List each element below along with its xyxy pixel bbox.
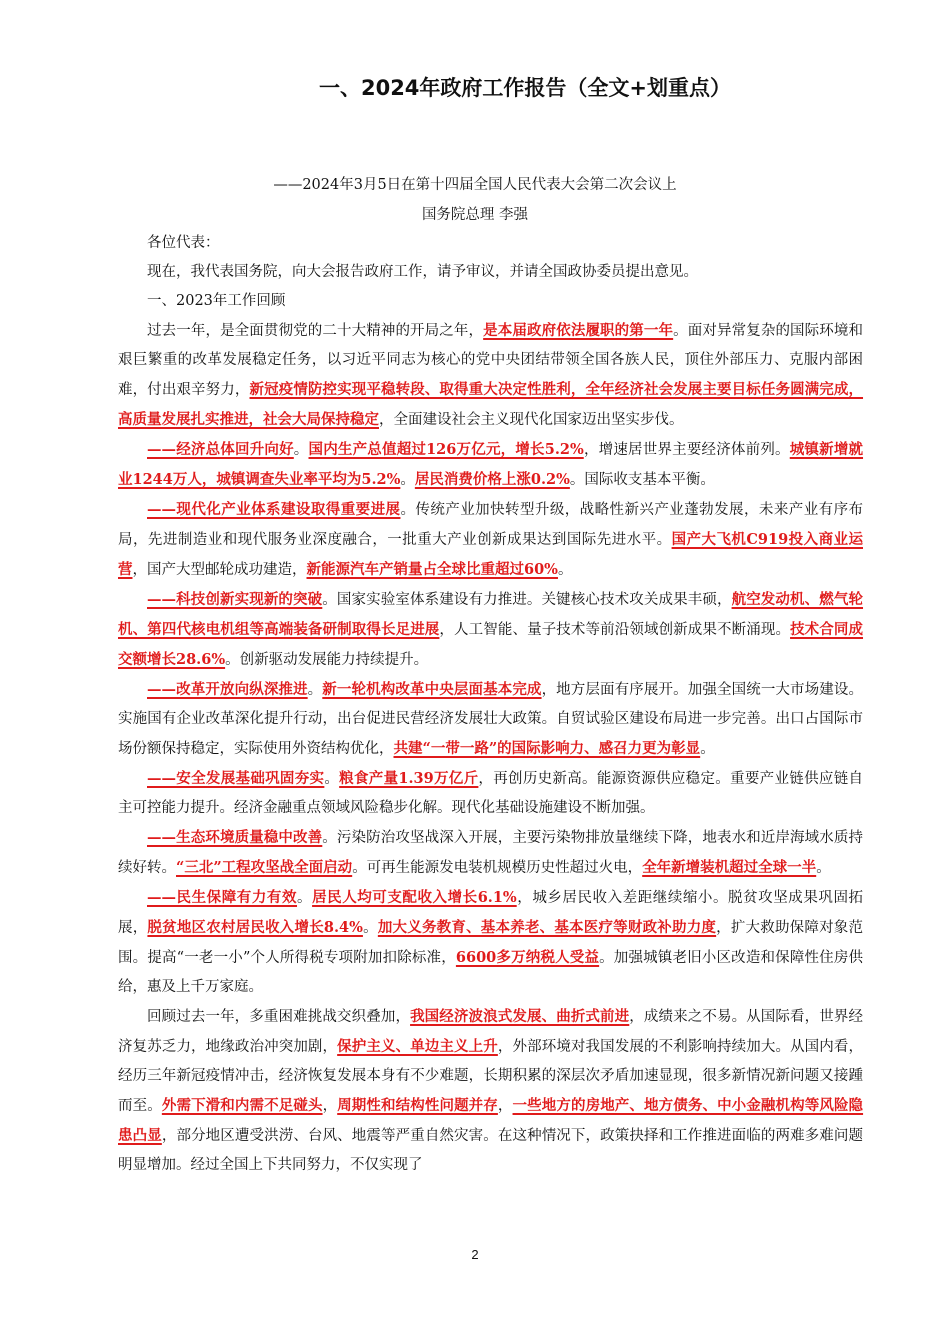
report-paragraph [118,316,863,435]
paragraph-text: 。 [293,442,309,458]
highlighted-key-point: 加大义务教育、基本养老、基本医疗等财政补助力度 [377,919,717,936]
highlighted-key-point: 脱贫地区农村居民收入增长8.4% [147,919,363,936]
page-number: 2 [471,1247,479,1262]
report-body [118,229,863,1180]
highlighted-key-point: 全年新增装机超过全球一半 [642,859,817,876]
highlighted-key-point: 国内生产总值超过126万亿元，增长5.2% [308,441,584,458]
paragraph-text: 。国际收支基本平衡。 [569,472,715,488]
paragraph-text: 。 [362,920,378,936]
highlighted-key-point: 6600多万纳税人受益 [455,949,600,966]
highlighted-key-point: ——安全发展基础巩固夯实 [147,770,325,787]
highlighted-key-point: 技术合同成交额增长28.6% [118,621,864,668]
paragraph-text: ，外部环境对我国发展的不利影响持续加大。从国内看，经历三年新冠疫情冲击，经济恢复发展本身有不少难题，长期积累的深层次矛盾加速显现，很多新情况新问题又接踵而至。 [118,1039,864,1114]
highlighted-key-point: 是本届政府依法履职的第一年 [483,322,674,339]
paragraph-text: 。 [307,682,323,698]
highlighted-key-point: ——改革开放向纵深推进 [147,681,308,698]
paragraph-text: 。可再生能源发电装机规模历史性超过火电， [352,860,643,876]
paragraph-text: ，国产大型邮轮成功建造， [132,562,307,578]
highlighted-key-point: 居民人均可支配收入增长6.1% [312,889,517,906]
paragraph-text: 。 [400,472,415,488]
highlighted-key-point: 航空发动机、燃气轮机、第四代核电机组等高端装备研制取得长足进展 [118,591,864,638]
paragraph-text: ，人工智能、量子技术等前沿领域创新成果不断涌现。 [439,622,791,638]
salutation: 各位代表： [147,235,220,251]
report-paragraph [118,585,863,675]
highlighted-key-point: ——科技创新实现新的突破 [147,591,323,608]
paragraph-text: 。 [324,771,340,787]
paragraph-text: ，全面建设社会主义现代化国家迈出坚实步伐。 [379,412,684,428]
intro-paragraph: 现在，我代表国务院，向大会报告政府工作，请予审议，并请全国政协委员提出意见。 [147,264,698,280]
report-paragraph [118,675,863,764]
paragraph-text: 。加强城镇老旧小区改造和保障性住房供给，惠及上千万家庭。 [118,950,864,995]
highlighted-key-point: “三北”工程攻坚战全面启动 [176,859,353,876]
report-paragraph [118,883,863,1002]
highlighted-key-point: ——经济总体回升向好 [147,441,294,458]
report-paragraph [118,1002,863,1180]
paragraph-text: ，城乡居民收入差距继续缩小。脱贫攻坚成果巩固拓展， [118,890,863,936]
report-paragraphs [118,316,863,1180]
highlighted-key-point: 居民消费价格上涨0.2% [414,471,570,488]
highlighted-key-point: 新冠疫情防控实现平稳转段、取得重大决定性胜利，全年经济社会发展主要目标任务圆满完成，高质量发展扎实推进，社会大局保持稳定 [118,381,864,428]
highlighted-key-point: 国产大飞机C919投入商业运营 [118,531,863,578]
highlighted-key-point: 一些地方的房地产、地方债务、中小金融机构等风险隐患凸显 [118,1097,864,1144]
highlighted-key-point: 共建“一带一路”的国际影响力、感召力更为彰显 [393,740,701,757]
paragraph-text: 过去一年，是全面贯彻党的二十大精神的开局之年， [147,323,484,339]
highlighted-key-point: ——现代化产业体系建设取得重要进展 [147,501,401,518]
paragraph-text: 。 [700,741,715,757]
highlighted-key-point: 新一轮机构改革中央层面基本完成 [322,681,542,698]
paragraph-text: ，部分地区遭受洪涝、台风、地震等严重自然灾害。在这种情况下，政策抉择和工作推进面临的两难多难问题明显增加。经过全国上下共同努力，不仅实现了 [118,1128,864,1173]
section-heading: 一、2023年工作回顾 [147,293,286,309]
paragraph-text: ，扩大救助保障对象范围。提高“一老一小”个人所得税专项附加扣除标准， [118,920,864,966]
paragraph-text: ，成绩来之不易。从国际看，世界经济复苏乏力，地缘政治冲突加剧， [118,1009,863,1055]
paragraph-text: 。创新驱动发展能力持续提升。 [225,652,429,668]
paragraph-text: 。 [816,860,831,876]
paragraph-text: 。国家实验室体系建设有力推进。关键核心技术攻关成果丰硕， [322,592,732,608]
highlighted-key-point: 外需下滑和内需不足碰头 [161,1097,323,1114]
document-title: 一、2024年政府工作报告（全文+划重点） [318,76,732,100]
paragraph-text: ，地方层面有序展开。加强全国统一大市场建设。实施国有企业改革深化提升行动，出台促进民营经济发展壮大政策。自贸试验区建设布局进一步完善。出口占国际市场份额保持稳定，实际使用外资结构优化， [118,682,864,757]
highlighted-key-point: 周期性和结构性问题并存 [337,1097,498,1114]
highlighted-key-point: ——生态环境质量稳中改善 [147,829,323,846]
subtitle-date-venue: ——2024年3月5日在第十四届全国人民代表大会第二次会议上 [273,177,677,193]
paragraph-text: 。 [297,890,313,906]
report-paragraph [118,435,863,495]
paragraph-text: ，再创历史新高。能源资源供应稳定。重要产业链供应链自主可控能力提升。经济金融重点领域风险稳步化解。现代化基础设施建设不断加强。 [118,771,863,816]
highlighted-key-point: 我国经济波浪式发展、曲折式前进 [410,1008,630,1025]
paragraph-text: 。传统产业加快转型升级，战略性新兴产业蓬勃发展，未来产业有序布局，先进制造业和现代服务业深度融合，一批重大产业创新成果达到国际先进水平。 [118,502,864,548]
report-paragraph [118,495,863,585]
paragraph-text: 。 [557,562,573,578]
paragraph-text: 。污染防治攻坚战深入开展，主要污染物排放量继续下降，地表水和近岸海域水质持续好转。 [118,830,864,876]
paragraph-text: ，增速居世界主要经济体前列。 [583,442,790,458]
paragraph-text: 回顾过去一年，多重困难挑战交织叠加， [147,1009,411,1025]
highlighted-key-point: 保护主义、单边主义上升 [337,1038,498,1055]
paragraph-text: ， [322,1098,338,1114]
highlighted-key-point: ——民生保障有力有效 [147,889,298,906]
report-paragraph [118,764,863,823]
subtitle-speaker: 国务院总理 李强 [421,207,529,223]
report-paragraph [118,823,863,883]
paragraph-text: ， [497,1098,513,1114]
highlighted-key-point: 新能源汽车产销量占全球比重超过60% [306,561,558,578]
paragraph-text: 。面对异常复杂的国际环境和艰巨繁重的改革发展稳定任务，以习近平同志为核心的党中央团结带领全国各族人民，顶住外部压力、克服内部困难，付出艰辛努力， [118,323,864,398]
highlighted-key-point: 城镇新增就业1244万人，城镇调查失业率平均为5.2% [118,441,864,488]
highlighted-key-point: 粮食产量1.39万亿斤 [339,770,479,787]
